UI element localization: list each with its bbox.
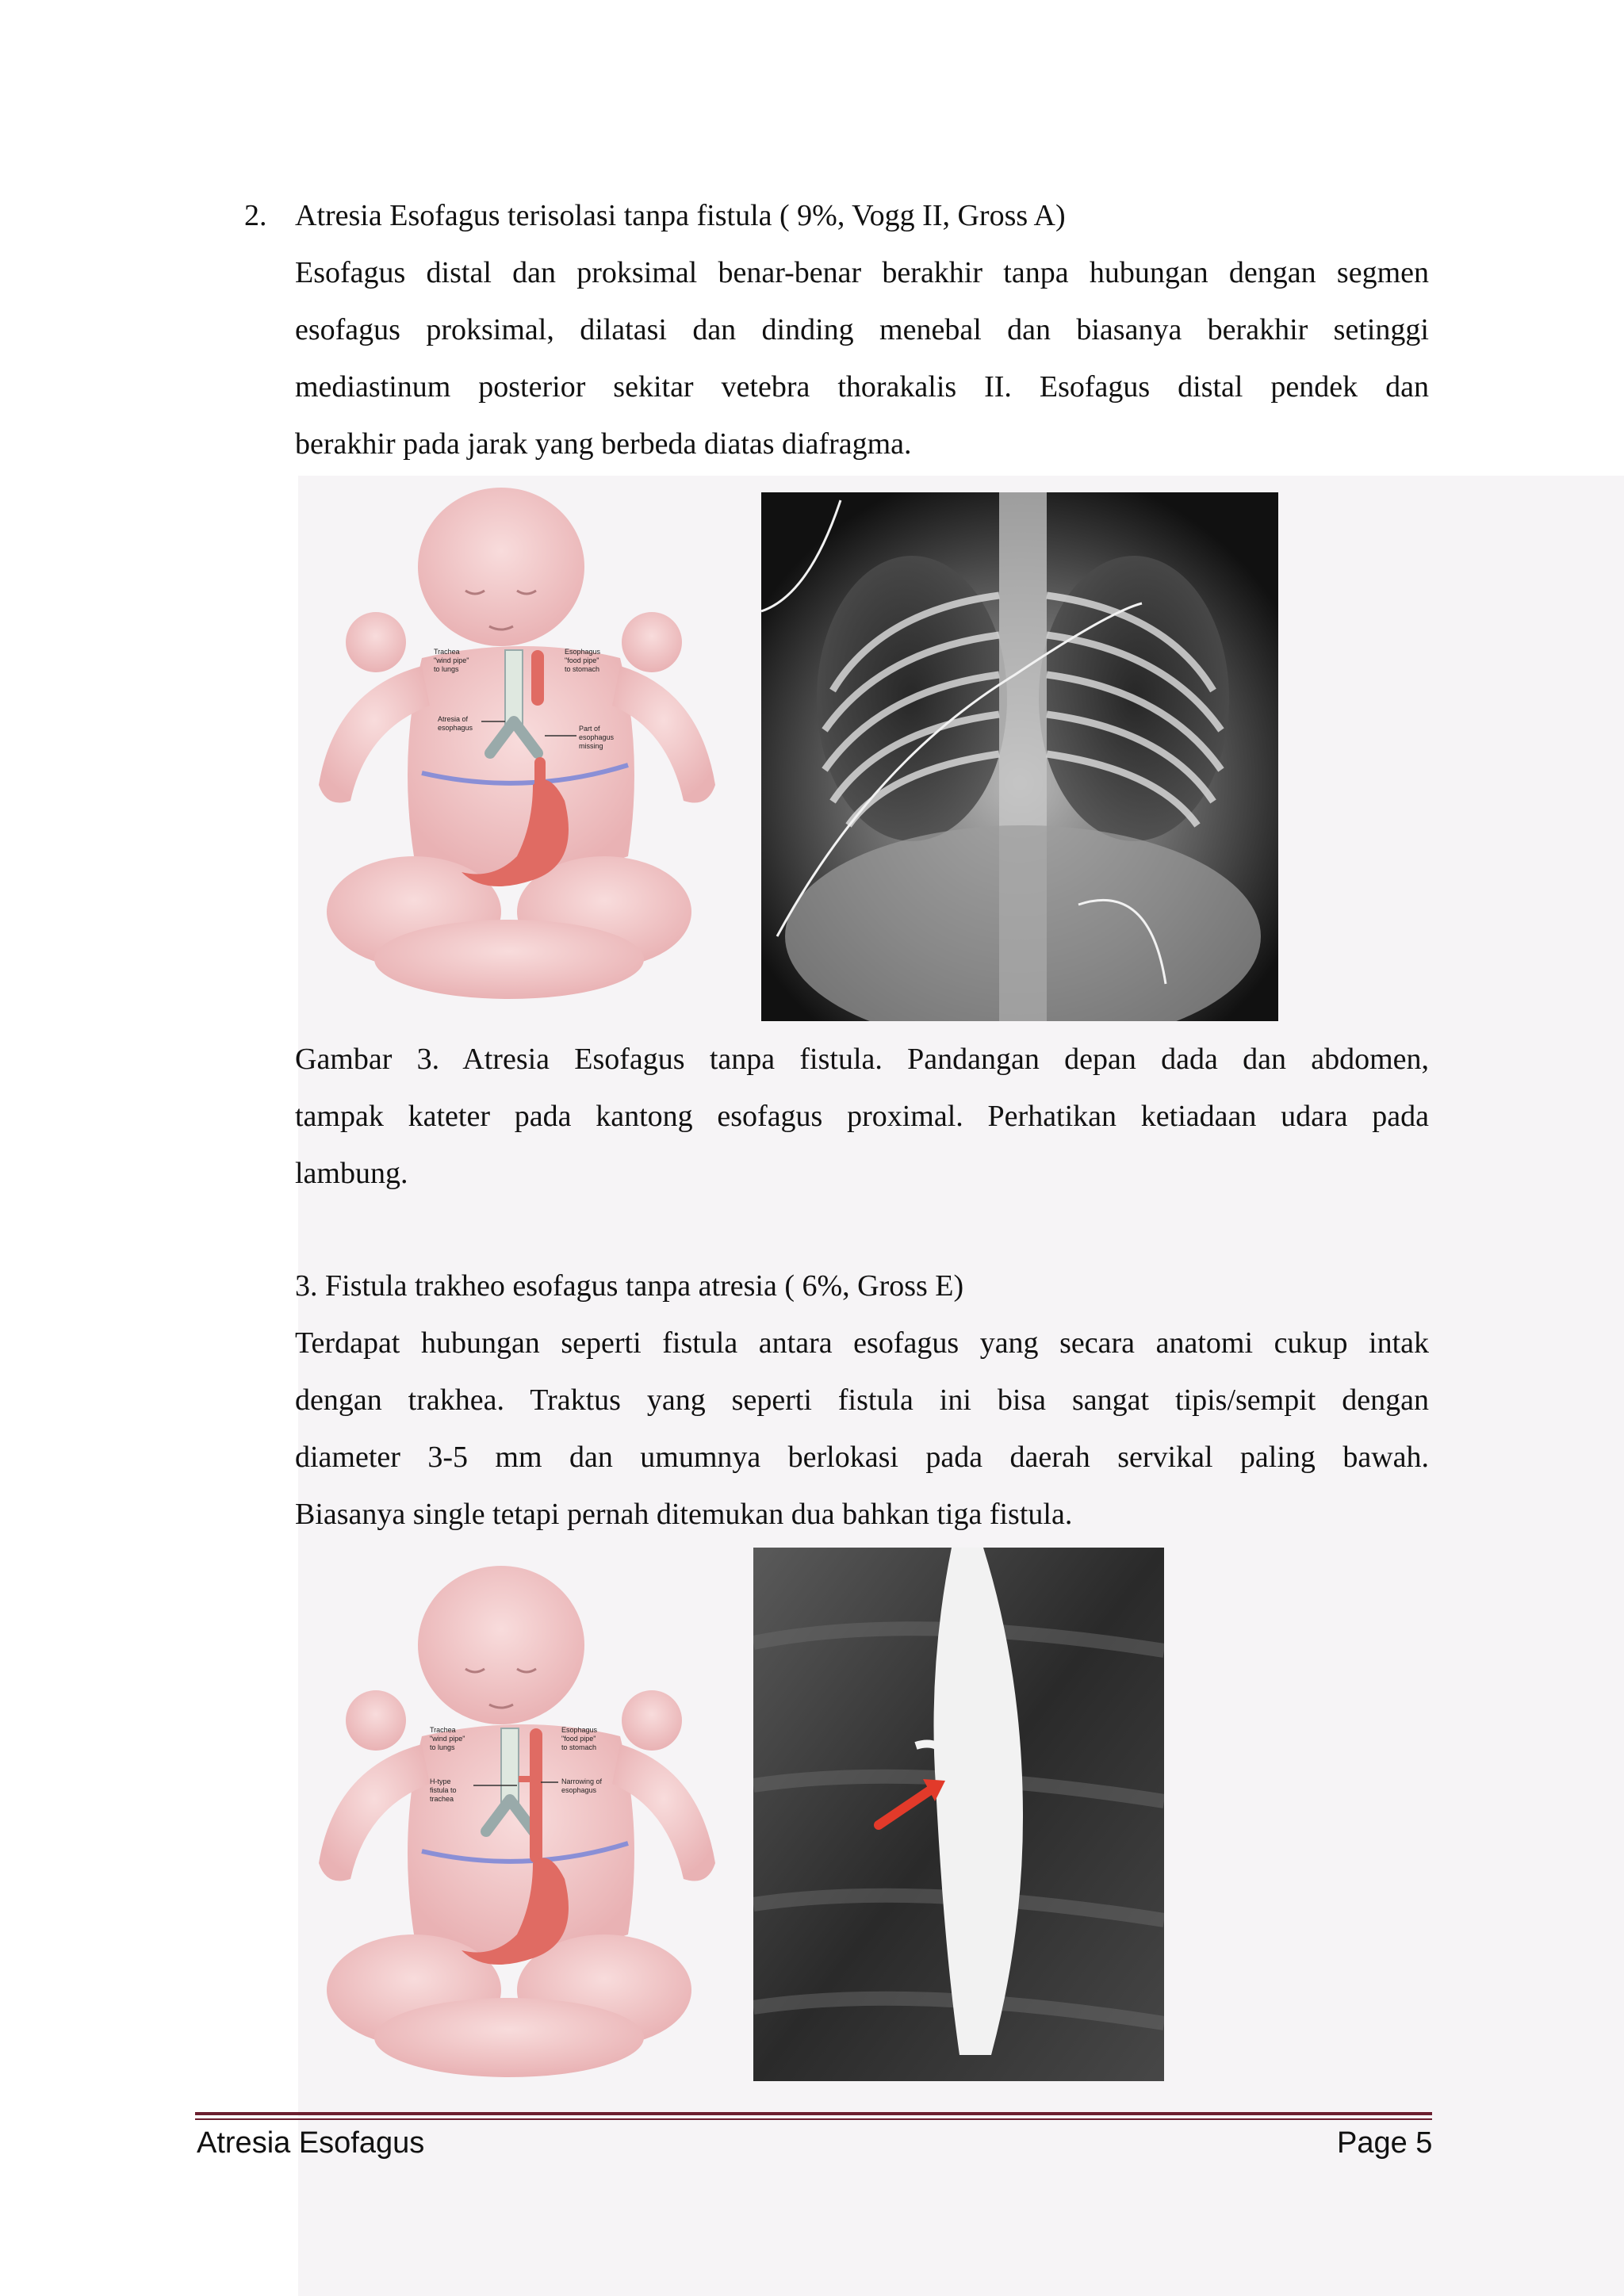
diagram-label: esophagus — [579, 733, 615, 741]
diagram-label: Part of — [579, 725, 600, 733]
diagram-label: to lungs — [430, 1743, 455, 1751]
diagram-label: to lungs — [434, 665, 459, 673]
paragraph-line: mediastinum posterior sekitar vetebra thorakalis II. Esofagus distal pendek dan — [295, 370, 1429, 404]
diagram-label: to stomach — [565, 665, 600, 673]
footer-rule — [195, 2112, 1432, 2115]
diagram-label: trachea — [430, 1795, 454, 1803]
paragraph-line: esofagus proksimal, dilatasi dan dinding menebal dan biasanya berakhir setinggi — [295, 313, 1429, 346]
diagram-label: missing — [579, 742, 603, 750]
paragraph-line: Esofagus distal dan proksimal benar-benar berakhir tanpa hubungan dengan segmen — [295, 256, 1429, 289]
caption-line: Gambar 3. Atresia Esofagus tanpa fistula. Pandangan depan dada dan abdomen, — [295, 1043, 1429, 1076]
diagram-label: esophagus — [438, 724, 473, 732]
diagram-label: "food pipe" — [561, 1735, 596, 1743]
section-heading: Atresia Esofagus terisolasi tanpa fistula ( 9%, Vogg II, Gross A) — [295, 199, 1066, 232]
diagram-label: to stomach — [561, 1743, 597, 1751]
diagram-label: fistula to — [430, 1786, 457, 1794]
diagram-label: Trachea — [434, 648, 460, 656]
footer-title: Atresia Esofagus — [197, 2126, 425, 2160]
infant-diagram-fistula — [303, 1554, 747, 2077]
caption-line: lambung. — [295, 1157, 408, 1190]
paragraph-line: diameter 3-5 mm dan umumnya berlokasi pada daerah servikal paling bawah. — [295, 1441, 1429, 1474]
diagram-label: Trachea — [430, 1726, 456, 1734]
diagram-label: Narrowing of — [561, 1777, 603, 1785]
list-number: 2. — [244, 199, 267, 232]
paragraph-line: berakhir pada jarak yang berbeda diatas diafragma. — [295, 427, 912, 461]
infant-diagram-atresia — [303, 484, 747, 1007]
diagram-label: Esophagus — [565, 648, 601, 656]
caption-line: tampak kateter pada kantong esofagus proximal. Perhatikan ketiadaan udara pada — [295, 1100, 1429, 1133]
diagram-label: "wind pipe" — [430, 1735, 465, 1743]
diagram-label: H-type — [430, 1777, 451, 1785]
paragraph-line: Biasanya single tetapi pernah ditemukan dua bahkan tiga fistula. — [295, 1498, 1073, 1531]
diagram-label: Atresia of — [438, 715, 469, 723]
diagram-label: Esophagus — [561, 1726, 598, 1734]
diagram-label: "food pipe" — [565, 656, 599, 664]
chest-xray-image — [761, 492, 1278, 1021]
paragraph-line: dengan trakhea. Traktus yang seperti fistula ini bisa sangat tipis/sempit dengan — [295, 1383, 1429, 1417]
esophagram-image — [753, 1548, 1164, 2081]
paragraph-line: Terdapat hubungan seperti fistula antara esofagus yang secara anatomi cukup intak — [295, 1326, 1429, 1360]
diagram-label: esophagus — [561, 1786, 597, 1794]
section-heading: 3. Fistula trakheo esofagus tanpa atresia ( 6%, Gross E) — [295, 1269, 964, 1303]
diagram-label: "wind pipe" — [434, 656, 469, 664]
footer-rule — [195, 2118, 1432, 2120]
page-number: Page 5 — [1337, 2126, 1433, 2160]
